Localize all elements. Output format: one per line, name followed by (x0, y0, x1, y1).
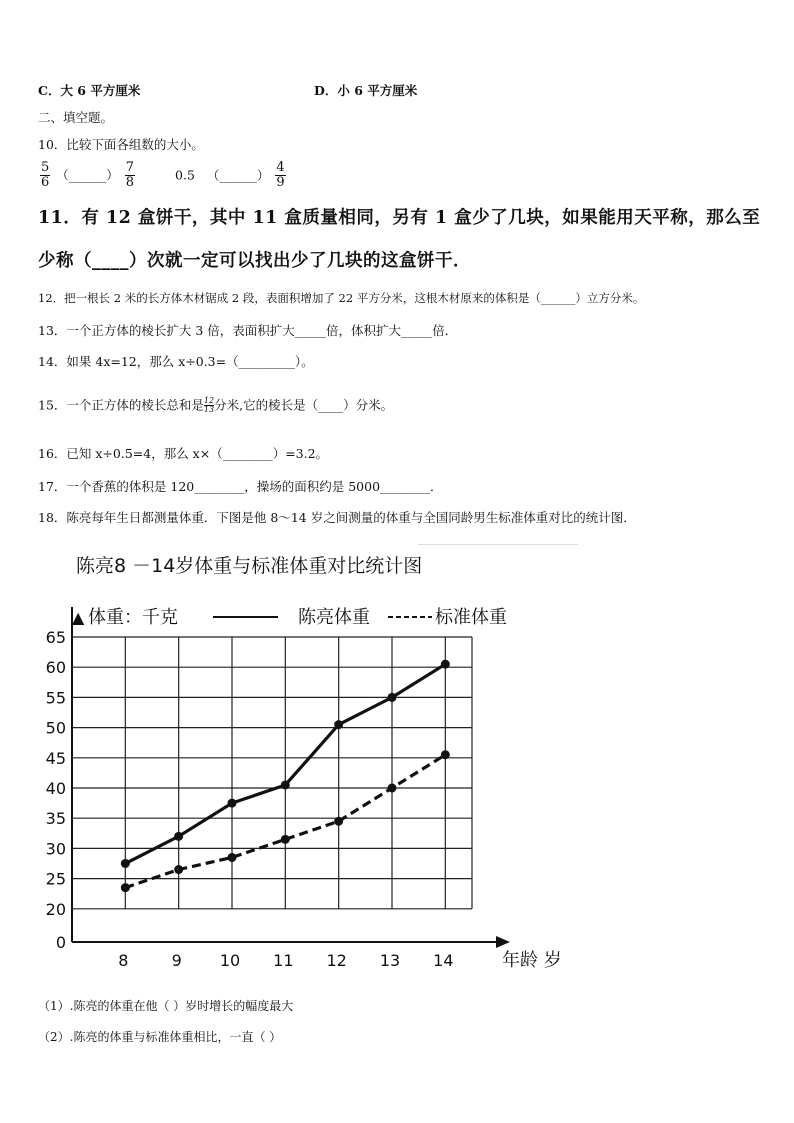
data-point-standard (174, 865, 183, 874)
question-18: 18．陈亮每年生日都测量体重．下图是他 8～14 岁之间测量的体重与全国同龄男生标准体重对比的统计图． (38, 510, 636, 525)
chart-title: 陈亮8 －14岁体重与标准体重对比统计图 (76, 555, 423, 577)
fraction-denominator: 8 (125, 175, 135, 190)
x-axis-label: 年龄 岁 (502, 950, 562, 971)
sub-question-2: （2）.陈亮的体重与标准体重相比，一直（ ） (38, 1030, 282, 1044)
data-point-standard (441, 750, 450, 759)
question-10-label: 10．比较下面各组数的大小。 (38, 137, 204, 152)
sub-question-1: （1）.陈亮的体重在他（ ）岁时增长的幅度最大 (38, 999, 294, 1013)
fraction-12-13 (204, 397, 214, 414)
y-tick-label: 35 (45, 809, 66, 829)
y-tick-label: 0 (55, 933, 66, 952)
y-tick-label: 20 (45, 899, 66, 919)
data-point-standard (388, 784, 397, 793)
fraction-5-6 (40, 161, 50, 190)
data-point-chenliang (334, 720, 343, 729)
data-point-chenliang (121, 859, 130, 868)
x-tick-label: 13 (379, 951, 401, 970)
fraction-numerator: 4 (276, 160, 285, 175)
question-12: 12．把一根长 2 米的长方体木材锯成 2 段，表面积增加了 22 平方分米，这根木材原来的体积是（______）立方分米。 (38, 291, 645, 305)
question-11-line2: 少称（____）次就一定可以找出少了几块的这盒饼干． (38, 251, 471, 271)
axis-arrow-icon: ▲ (72, 608, 85, 627)
chart-legend (72, 607, 507, 628)
fraction-denominator: 13 (203, 405, 215, 414)
y-axis-label: 体重：千克 (88, 607, 178, 628)
data-point-standard (228, 853, 237, 862)
y-tick-label: 50 (45, 718, 66, 738)
data-point-chenliang (441, 660, 450, 669)
question-16: 16．已知 x÷0.5=4，那么 x×（________）=3.2。 (38, 446, 329, 461)
data-point-chenliang (228, 799, 237, 808)
y-tick-label: 40 (45, 779, 66, 798)
x-tick-label: 10 (219, 951, 241, 970)
fraction-numerator: 5 (41, 160, 50, 175)
fraction-7-8 (125, 161, 135, 190)
y-tick-label: 55 (45, 688, 66, 708)
legend-series-1: 陈亮体重 (298, 607, 370, 628)
y-tick-label: 65 (45, 628, 66, 647)
legend-series-2: 标准体重 (435, 607, 507, 628)
y-tick-label: 30 (45, 839, 66, 859)
data-point-chenliang (281, 780, 290, 789)
x-tick-label: 8 (118, 951, 129, 970)
option-c: C．大 6 平方厘米 (38, 83, 141, 98)
question-13: 13．一个正方体的棱长扩大 3 倍，表面积扩大_____倍，体积扩大_____倍． (38, 323, 458, 338)
decimal-value: 0.5 (175, 167, 195, 183)
data-point-standard (121, 883, 130, 892)
question-11-line1: 11．有 12 盒饼干，其中 11 盒质量相同，另有 1 盒少了几块，如果能用天平称，那么至 (38, 208, 761, 228)
fraction-numerator: 12 (203, 396, 215, 405)
data-point-standard (281, 835, 290, 844)
x-tick-label: 14 (433, 951, 454, 970)
data-point-chenliang (174, 832, 183, 841)
x-tick-label: 12 (326, 951, 347, 970)
x-tick-label: 11 (273, 951, 294, 970)
chart-svg (30, 540, 590, 980)
fraction-numerator: 7 (125, 160, 135, 175)
blank-1[interactable]: （______） (56, 167, 119, 183)
section-title: 二、填空题。 (38, 110, 114, 125)
y-tick-label: 45 (45, 748, 66, 768)
data-point-standard (334, 817, 343, 826)
question-15-text-after: 分米,它的棱长是（____）分米。 (214, 397, 394, 413)
blank-2[interactable]: （______） (206, 167, 270, 183)
data-point-chenliang (388, 693, 397, 702)
question-15 (38, 397, 393, 421)
x-tick-label: 9 (171, 951, 182, 970)
question-14: 14．如果 4x=12，那么 x÷0.3=（_________）。 (38, 354, 314, 369)
y-tick-label: 60 (45, 658, 66, 678)
question-17: 17．一个香蕉的体积是 120________，操场的面积约是 5000________． (38, 479, 443, 494)
weight-comparison-chart (30, 540, 590, 980)
fraction-denominator: 9 (276, 175, 285, 190)
y-tick-label: 25 (45, 869, 66, 889)
question-10-row (38, 161, 288, 197)
fraction-4-9 (275, 161, 285, 190)
option-d: D．小 6 平方厘米 (314, 83, 418, 98)
question-15-text-before: 15．一个正方体的棱长总和是 (38, 397, 204, 413)
x-axis-arrow-icon (496, 936, 510, 948)
fraction-denominator: 6 (41, 175, 50, 190)
